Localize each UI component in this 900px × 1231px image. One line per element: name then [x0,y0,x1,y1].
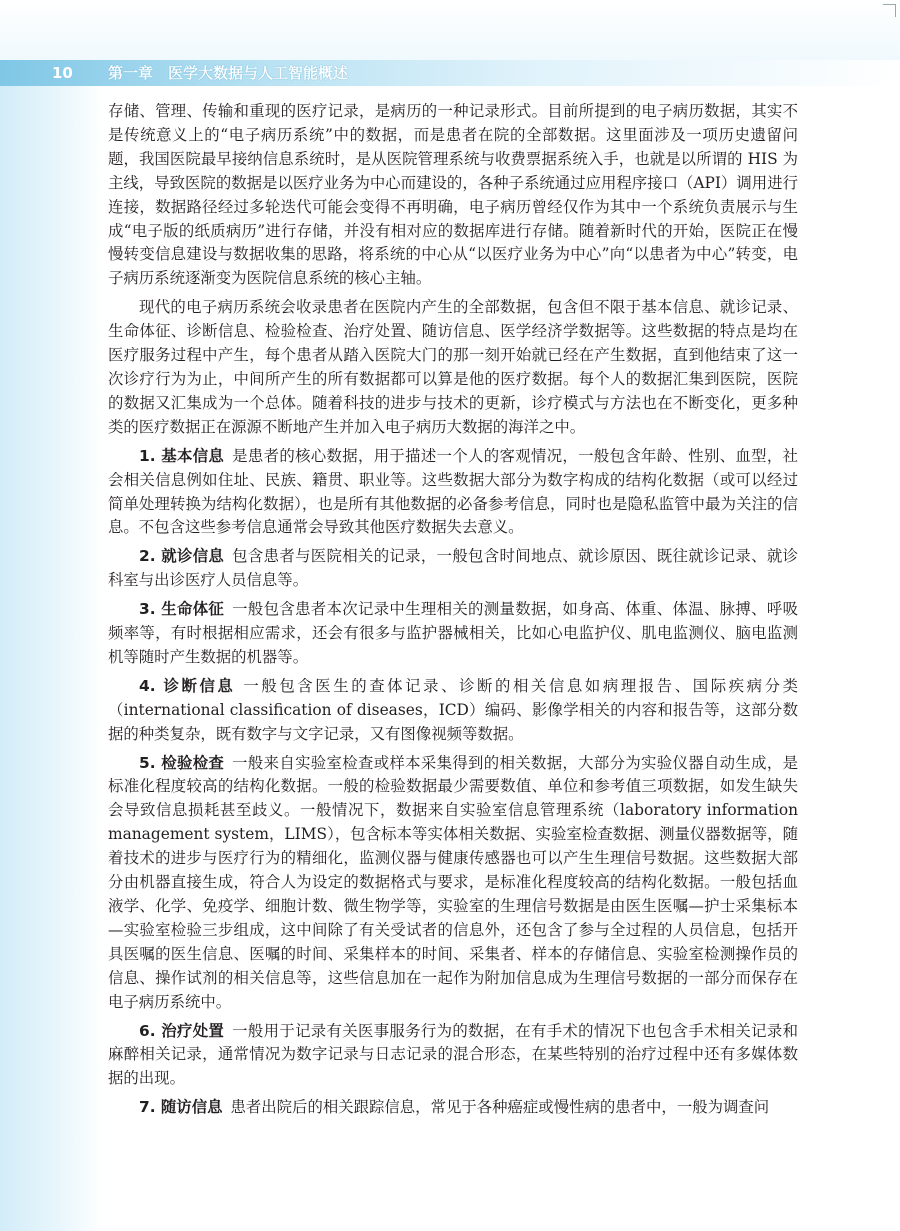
section-visit-info [108,545,798,593]
section-basic-info [108,445,798,541]
section-vital-signs [108,598,798,670]
section-treatment [108,1020,798,1092]
crop-mark [883,4,896,17]
section-heading: 5. 检验检查 [139,753,225,772]
paragraph-text: 患者出院后的相关跟踪信息，常见于各种癌症或慢性病的患者中，一般为调查问 [230,1098,770,1117]
paragraph-intro [108,296,798,439]
section-heading: 4. 诊断信息 [139,676,236,695]
chapter-title: 第一章 医学大数据与人工智能概述 [108,64,349,82]
section-heading: 3. 生命体征 [139,600,225,619]
paragraph-text: 包含患者与医院相关的记录，一般包含时间地点、就诊原因、既往就诊记录、就诊科室与出诊医疗人员信息等。 [108,547,798,590]
section-follow-up [108,1096,798,1120]
section-heading: 2. 就诊信息 [139,547,225,566]
paragraph-text: 现代的电子病历系统会收录患者在医院内产生的全部数据，包含但不限于基本信息、就诊记录、生命体征、诊断信息、检验检查、治疗处置、随访信息、医学经济学数据等。这些数据的特点是均在医疗服务过程中产生，每个患者从踏入医院大门的那一刻开始就已经在产生数据，直到他结束了这一次诊疗行为为止，中间所产生的所有数据都可以算是他的医疗数据。每个人的数据汇集到医院，医院的数据又汇集成为一个总体。随着科技的进步与技术的更新，诊疗模式与方法也在不断变化，更多种类的医疗数据正在源源不断地产生并加入电子病历大数据的海洋之中。 [108,298,798,436]
running-header [0,60,900,86]
paragraph-text: 一般包含患者本次记录中生理相关的测量数据，如身高、体重、体温、脉搏、呼吸频率等，有时根据相应需求，还会有很多与监护器械相关，比如心电监护仪、肌电监测仪、脑电监测机等随时产生数据的机器等。 [108,600,798,666]
section-diagnosis [108,675,798,747]
paragraph-continuation [108,100,798,291]
side-decoration [0,60,105,1231]
body-text [108,100,798,1125]
paragraph-text: 一般来自实验室检查或样本采集得到的相关数据，大部分为实验仪器自动生成，是标准化程度较高的结构化数据。一般的检验数据最少需要数值、单位和参考值三项数据，如发生缺失会导致信息损耗甚至歧义。一般情况下，数据来自实验室信息管理系统（laboratory information management system，LIMS），包含标本等实体相关数据、实验室检查数据、测量仪器数据等，随着技术的进步与医疗行为的精细化，监测仪器与健康传感器也可以产生生理信号数据。这些数据大部分由机器直接生成，符合人为设定的数据格式与要求，是标准化程度较高的结构化数据。一般包括血液学、化学、免疫学、细胞计数、微生物学等，实验室的生理信号数据是由医生医嘱—护士采集标本—实验室检验三步组成，这中间除了有关受试者的信息外，还包含了参与全过程的人员信息，包括开具医嘱的医生信息、医嘱的时间、采集样本的时间、采集者、样本的存储信息、实验室检测操作员的信息、操作试剂的相关信息等，这些信息加在一起作为附加信息成为生理信号数据的一部分而保存在电子病历系统中。 [108,753,798,1011]
paragraph-text: 一般用于记录有关医事服务行为的数据，在有手术的情况下也包含手术相关记录和麻醉相关记录，通常情况为数字记录与日志记录的混合形态，在某些特别的治疗过程中还有多媒体数据的出现。 [108,1021,798,1088]
section-heading: 1. 基本信息 [139,446,225,465]
section-heading: 6. 治疗处置 [139,1021,225,1040]
section-lab-tests [108,752,798,1015]
paragraph-text: 存储、管理、传输和重现的医疗记录，是病历的一种记录形式。目前所提到的电子病历数据，其实不是传统意义上的“电子病历系统”中的数据，而是患者在院的全部数据。这里面涉及一项历史遗留问题，我国医院最早接纳信息系统时，是从医院管理系统与收费票据系统入手，也就是以所谓的 HIS 为主线，导致医院的数据是以医疗业务为中心而建设的，各种子系统通过应用程序接口（API）调用进行连接，数据路径经过多轮迭代可能会变得不再明确，电子病历曾经仅作为其中一个系统负责展示与生成“电子版的纸质病历”进行存储，并没有相对应的数据库进行存储。随着新时代的开始，医院正在慢慢转变信息建设与数据收集的思路，将系统的中心从“以医疗业务为中心”向“以患者为中心”转变，电子病历系统逐渐变为医院信息系统的核心主轴。 [108,102,798,288]
paragraph-text: 是患者的核心数据，用于描述一个人的客观情况，一般包含年龄、性别、血型，社会相关信息例如住址、民族、籍贯、职业等。这些数据大部分为数字构成的结构化数据（或可以经过简单处理转换为结构化数据），也是所有其他数据的必备参考信息，同时也是隐私监管中最为关注的信息。不包含这些参考信息通常会导致其他医疗数据失去意义。 [108,446,798,537]
page-number: 10 [52,64,73,82]
paragraph-text: 一般包含医生的查体记录、诊断的相关信息如病理报告、国际疾病分类（international classification of diseases，ICD）编码、影像学相关的内容和报告等，这部分数据的种类复杂，既有数字与文字记录，又有图像视频等数据。 [108,676,798,743]
section-heading: 7. 随访信息 [139,1098,223,1117]
top-margin [0,0,900,60]
